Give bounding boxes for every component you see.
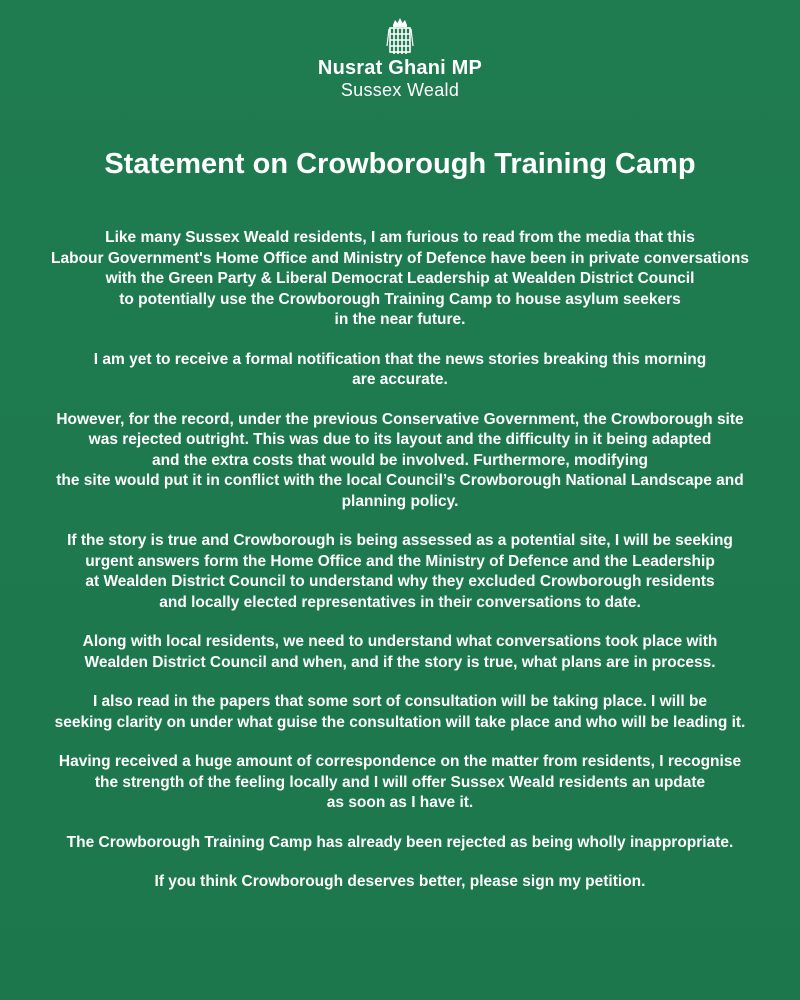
- text-line: I am yet to receive a formal notification that the news stories breaking this morning: [93, 350, 707, 368]
- text-line: Labour Government's Home Office and Ministry of Defence have been in private conversations: [51, 249, 749, 267]
- text-line: to potentially use the Crowborough Training Camp to house asylum seekers: [119, 290, 681, 308]
- text-line: Having received a huge amount of correspondence on the matter from residents, I recognise: [58, 753, 742, 770]
- text-line: The Crowborough Training Camp has already been rejected as being wholly inappropriate.: [66, 833, 734, 851]
- text-line: with the Green Party & Liberal Democrat Leadership at Wealden District Council: [105, 270, 695, 287]
- text-line: Along with local residents, we need to understand what conversations took place with: [82, 633, 718, 650]
- text-line: and locally elected representatives in their conversations to date.: [159, 593, 641, 611]
- text-line: I also read in the papers that some sort of consultation will be taking place. I will be: [92, 693, 708, 710]
- paragraph-3: [10, 410, 790, 513]
- text-line: as soon as I have it.: [326, 794, 474, 811]
- paragraph-5: [10, 632, 790, 673]
- text-line: seeking clarity on under what guise the consultation will take place and who will be leading it.: [54, 713, 746, 731]
- paragraph-2: [10, 350, 790, 391]
- text-line: in the near future.: [334, 311, 466, 328]
- text-line: Wealden District Council and when, and if the story is true, what plans are in process.: [84, 653, 716, 671]
- text-line: the site would put it in conflict with the local Council’s Crowborough National Landscape and: [56, 472, 744, 489]
- text-line: was rejected outright. This was due to its layout and the difficulty in it being adapted: [88, 431, 712, 448]
- text-line: are accurate.: [352, 371, 448, 388]
- text-line: the strength of the feeling locally and I will offer Sussex Weald residents an update: [94, 773, 706, 791]
- text-line: urgent answers form the Home Office and the Ministry of Defence and the Leadership: [85, 552, 715, 570]
- text-line: planning policy.: [341, 492, 459, 510]
- text-line: However, for the record, under the previous Conservative Government, the Crowborough site: [56, 410, 744, 428]
- text-line: Like many Sussex Weald residents, I am furious to read from the media that this: [105, 229, 695, 246]
- portcullis-icon: [384, 16, 416, 56]
- paragraph-6: [10, 692, 790, 733]
- paragraph-8: [10, 833, 790, 854]
- paragraph-4: [10, 531, 790, 613]
- text-line: If you think Crowborough deserves better, please sign my petition.: [154, 873, 646, 890]
- paragraph-7: [10, 752, 790, 814]
- statement-body: [10, 228, 790, 912]
- paragraph-9: [10, 872, 790, 893]
- paragraph-1: [10, 228, 790, 331]
- text-line: and the extra costs that would be involved. Furthermore, modifying: [151, 451, 649, 469]
- constituency: Sussex Weald: [340, 80, 460, 100]
- mp-name: Nusrat Ghani MP: [317, 57, 483, 79]
- text-line: at Wealden District Council to understand why they excluded Crowborough residents: [85, 573, 715, 590]
- statement-title: Statement on Crowborough Training Camp: [104, 148, 696, 180]
- text-line: If the story is true and Crowborough is being assessed as a potential site, I will be seeking: [67, 532, 733, 549]
